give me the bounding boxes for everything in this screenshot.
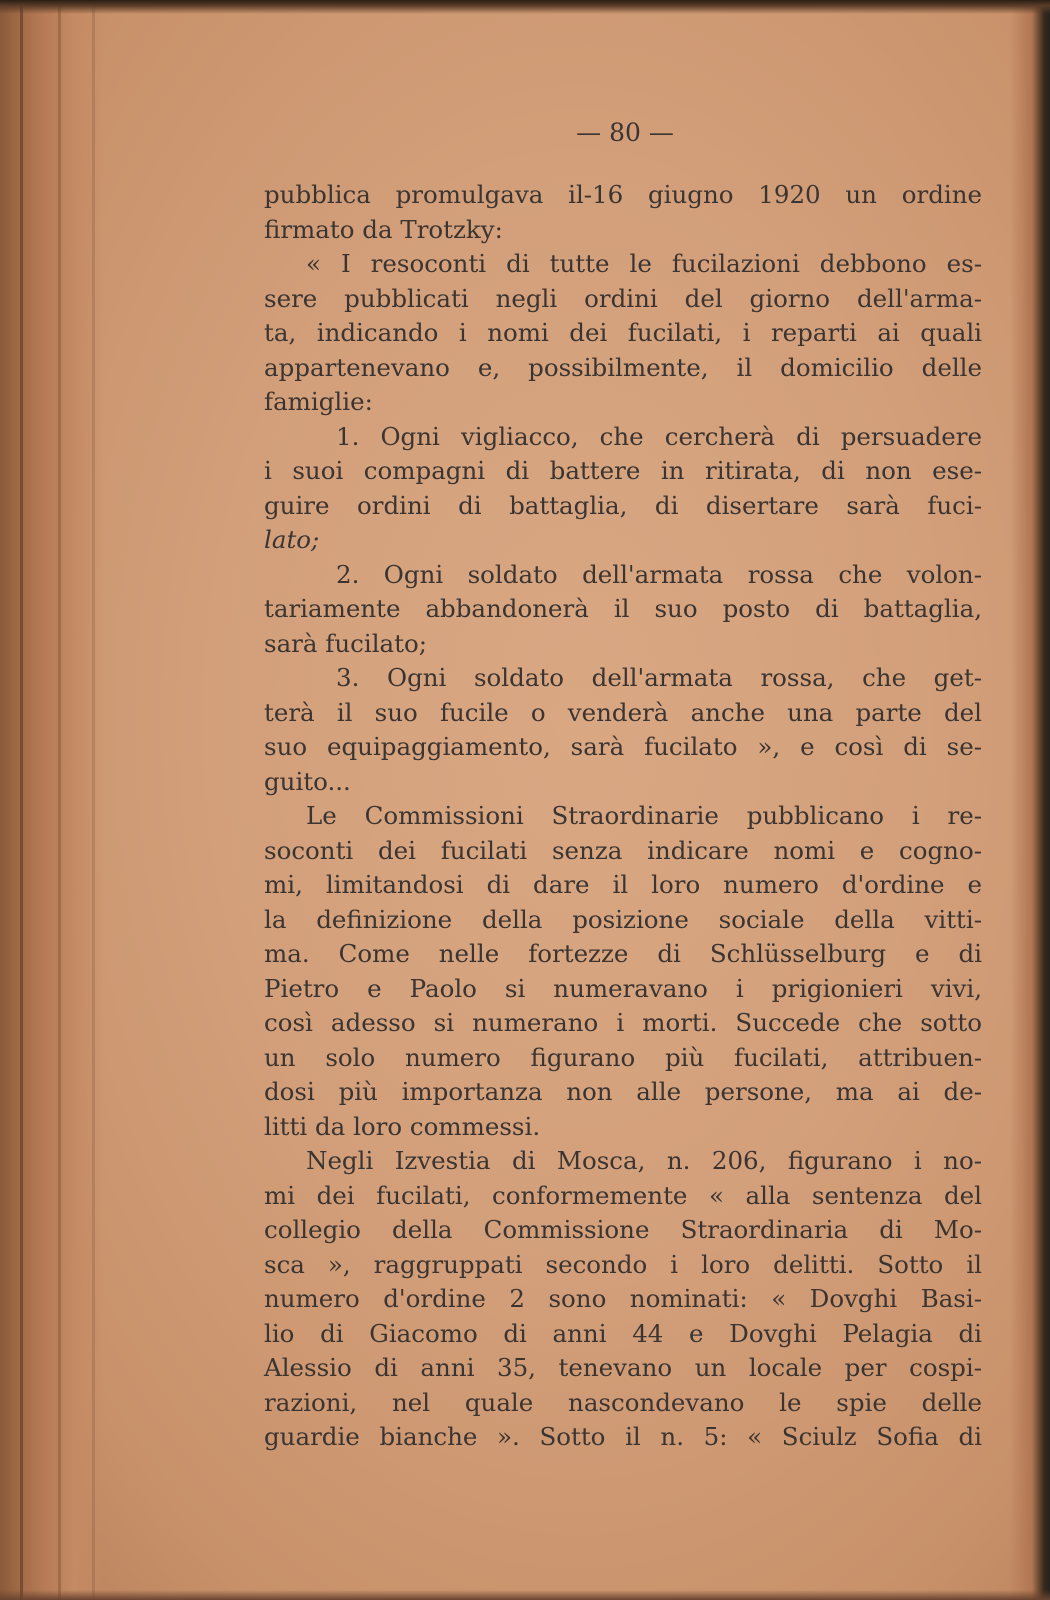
text-line: 1. Ogni vigliacco, che cercherà di persuadere xyxy=(336,421,982,451)
text-line: la definizione della posizione sociale della vitti- xyxy=(264,904,982,934)
text-line: così adesso si numerano i morti. Succede che sotto xyxy=(264,1008,982,1037)
text-line: « I resoconti di tutte le fucilazioni debbono es- xyxy=(306,249,982,278)
text-line: suo equipaggiamento, sarà fucilato », e così di se- xyxy=(264,732,982,761)
binding-crease xyxy=(92,0,95,1600)
text-line: 2. Ogni soldato dell'armata rossa che volon- xyxy=(336,559,982,589)
text-line: 3. Ogni soldato dell'armata rossa, che get- xyxy=(336,663,982,692)
text-line: litti da loro commessi. xyxy=(264,1111,541,1141)
text-line: Le Commissioni Straordinarie pubblicano i re- xyxy=(306,801,982,830)
body-text xyxy=(264,178,982,1455)
text-line: sarà fucilato; xyxy=(264,628,427,658)
text-line: ta, indicando i nomi dei fucilati, i reparti ai quali xyxy=(264,318,982,347)
text-line: i suoi compagni di battere in ritirata, di non ese- xyxy=(264,456,982,485)
text-line: collegio della Commissione Straordinaria di Mo- xyxy=(264,1215,982,1244)
text-line: lio di Giacomo di anni 44 e Dovghi Pelagia di xyxy=(264,1318,982,1348)
page-binding-shadow xyxy=(0,0,105,1600)
page-number: — 80 — xyxy=(576,118,674,147)
text-line: guardie bianche ». Sotto il n. 5: « Sciulz Sofia di xyxy=(264,1422,982,1451)
text-line: guito... xyxy=(264,766,351,796)
text-line: dosi più importanza non alle persone, ma ai de- xyxy=(264,1077,982,1106)
text-line: numero d'ordine 2 sono nominati: « Dovghi Basi- xyxy=(264,1284,982,1313)
text-line: mi dei fucilati, conformemente « alla sentenza del xyxy=(264,1180,982,1210)
text-line: tariamente abbandonerà il suo posto di battaglia, xyxy=(264,594,982,623)
text-line: Alessio di anni 35, tenevano un locale per cospi- xyxy=(264,1353,982,1382)
text-line: Pietro e Paolo si numeravano i prigionieri vivi, xyxy=(264,973,982,1003)
text-line: sere pubblicati negli ordini del giorno dell'arma- xyxy=(264,283,982,313)
text-line: soconti dei fucilati senza indicare nomi e cogno- xyxy=(264,835,982,865)
text-line: lato; xyxy=(264,525,320,554)
page-edge-bottom xyxy=(0,1590,1050,1600)
text-line: un solo numero figurano più fucilati, attribuen- xyxy=(264,1042,982,1072)
text-line: famiglie: xyxy=(264,387,373,416)
page-edge-right xyxy=(1010,0,1050,1600)
text-line: terà il suo fucile o venderà anche una parte del xyxy=(264,697,982,727)
text-line: ma. Come nelle fortezze di Schlüsselburg e di xyxy=(264,939,982,968)
text-line: guire ordini di battaglia, di disertare sarà fuci- xyxy=(264,490,982,520)
text-line: razioni, nel quale nascondevano le spie delle xyxy=(264,1387,982,1417)
text-line: sca », raggruppati secondo i loro delitti. Sotto il xyxy=(264,1249,982,1279)
binding-crease xyxy=(20,0,23,1600)
page-edge-top xyxy=(0,0,1050,14)
text-line: mi, limitandosi di dare il loro numero d'ordine e xyxy=(264,870,982,899)
binding-crease xyxy=(58,0,61,1600)
text-line: appartenevano e, possibilmente, il domicilio delle xyxy=(264,352,982,382)
text-line: firmato da Trotzky: xyxy=(264,214,503,244)
text-line: pubblica promulgava il-16 giugno 1920 un ordine xyxy=(264,180,982,209)
text-line: Negli Izvestia di Mosca, n. 206, figurano i no- xyxy=(306,1146,982,1175)
